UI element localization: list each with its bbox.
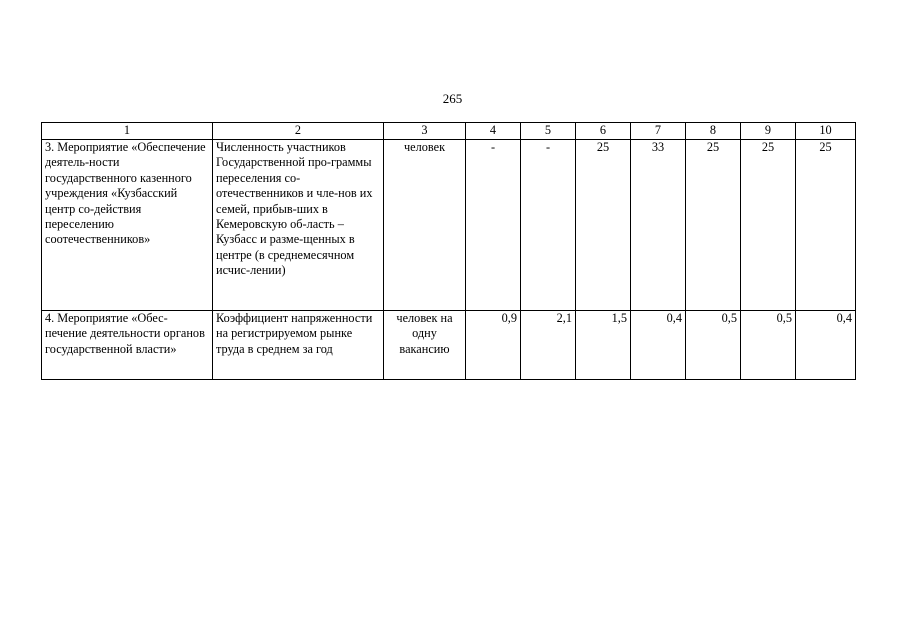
value-cell: 25 [796,140,856,311]
column-header: 6 [576,123,631,140]
value-cell: 2,1 [521,311,576,380]
column-header: 3 [384,123,466,140]
value-cell: 25 [686,140,741,311]
table-row [42,140,856,311]
value-cell: 25 [576,140,631,311]
value-cell: 1,5 [576,311,631,380]
indicator-cell: Численность участников Государственной про-граммы переселения со-отечественников и чле-нов их семей, прибыв-ших в Кемеровскую об-ласть – Кузбасс и разме-щенных в центре (в среднемесячном исчис-лении) [213,140,384,311]
value-cell: - [466,140,521,311]
column-header: 9 [741,123,796,140]
event-cell: 3. Мероприятие «Обеспечение деятель-ности государственного казенного учреждения «Кузбасский центр со-действия переселению соотечественников» [42,140,213,311]
indicators-table [41,122,856,380]
column-header: 5 [521,123,576,140]
indicator-cell: Коэффициент напряженности на регистрируемом рынке труда в среднем за год [213,311,384,380]
value-cell: 25 [741,140,796,311]
column-header: 1 [42,123,213,140]
column-header: 8 [686,123,741,140]
value-cell: 0,9 [466,311,521,380]
unit-cell: человек на одну вакансию [384,311,466,380]
column-header: 7 [631,123,686,140]
value-cell: 33 [631,140,686,311]
unit-cell: человек [384,140,466,311]
table-row [42,311,856,380]
value-cell: - [521,140,576,311]
table-header-row [42,123,856,140]
value-cell: 0,4 [631,311,686,380]
value-cell: 0,5 [741,311,796,380]
value-cell: 0,5 [686,311,741,380]
value-cell: 0,4 [796,311,856,380]
column-header: 2 [213,123,384,140]
event-cell: 4. Мероприятие «Обес-печение деятельности органов государственной власти» [42,311,213,380]
page-number: 265 [442,91,463,106]
column-header: 4 [466,123,521,140]
column-header: 10 [796,123,856,140]
